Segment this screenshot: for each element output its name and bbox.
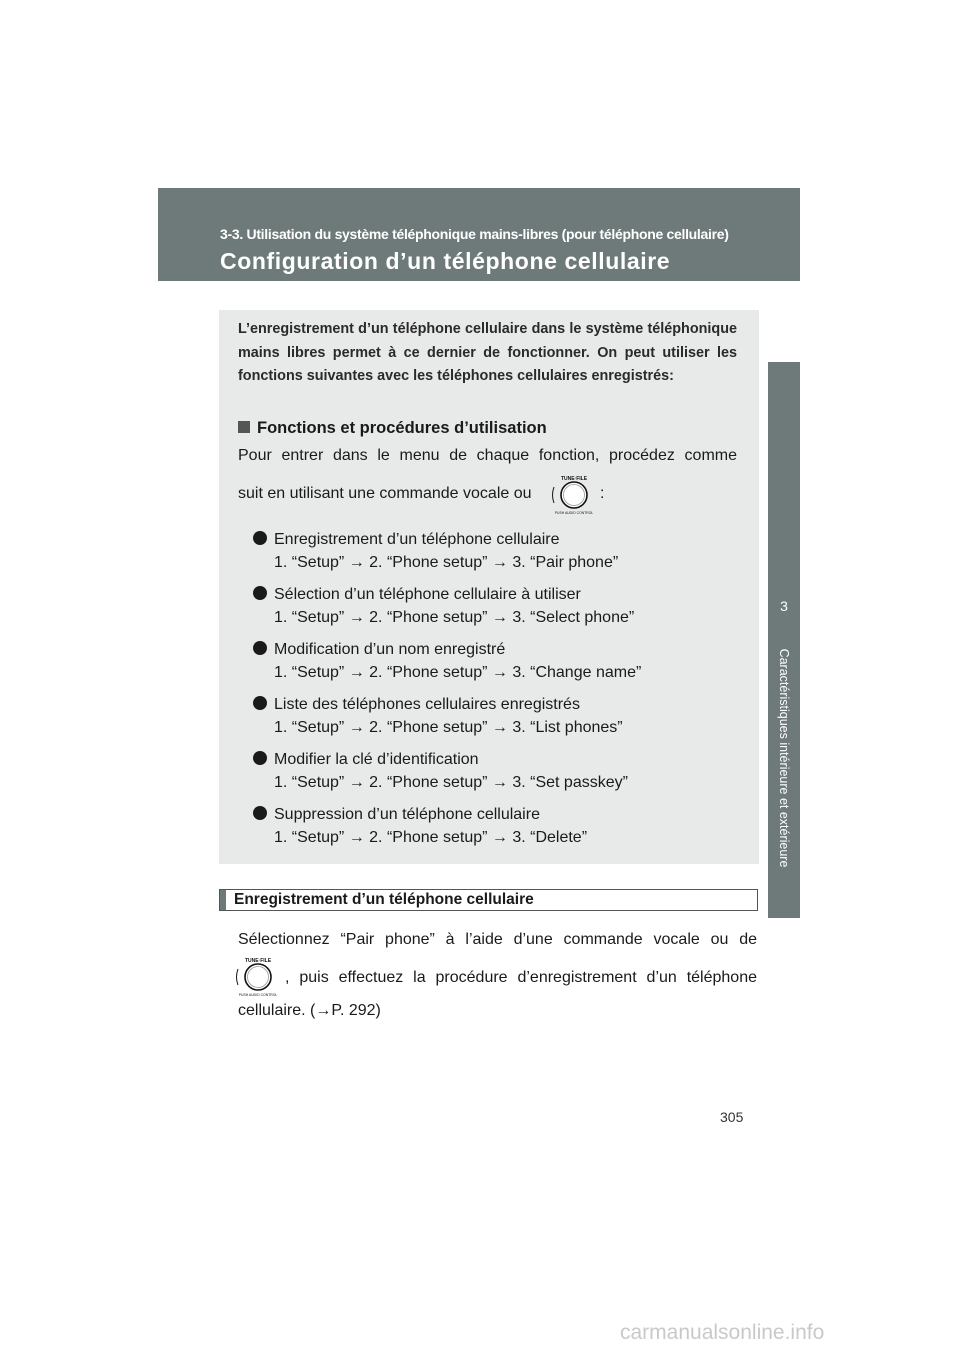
page-number: 305	[720, 1109, 744, 1125]
subheading	[238, 419, 547, 438]
bullet-dot-icon	[253, 751, 267, 765]
bullet-dot-icon	[253, 586, 267, 600]
list-item	[253, 803, 587, 849]
list-item	[253, 528, 618, 574]
list-item	[253, 638, 641, 684]
knob-bottom-label: PUSH AUDIO CONTROL	[238, 993, 278, 997]
item-steps: 1. “Setup” → 2. “Phone setup” → 3. “List phones”	[274, 719, 623, 736]
item-label: Modification d’un nom enregistré	[274, 641, 506, 658]
procedure-intro-text: suit en utilisant une commande vocale ou	[238, 485, 532, 502]
bullet-dot-icon	[253, 531, 267, 545]
list-item	[253, 693, 623, 739]
procedure-intro-colon: :	[600, 485, 605, 502]
list-item	[253, 583, 634, 629]
subheading-text: Fonctions et procédures d’utilisation	[257, 419, 547, 437]
list-item	[253, 748, 628, 794]
bullet-dot-icon	[253, 641, 267, 655]
item-label: Suppression d’un téléphone cellulaire	[274, 806, 540, 823]
item-steps: 1. “Setup” → 2. “Phone setup” → 3. “Pair phone”	[274, 554, 619, 571]
section-paragraph-line3: cellulaire. (→P. 292)	[238, 1002, 381, 1019]
item-steps: 1. “Setup” → 2. “Phone setup” → 3. “Set passkey”	[274, 774, 628, 791]
knob-top-label: TUNE·FILE	[244, 958, 272, 964]
item-steps: 1. “Setup” → 2. “Phone setup” → 3. “Select phone”	[274, 609, 635, 626]
section-paragraph-line2: , puis effectuez la procédure d’enregistrement d’un téléphone	[285, 969, 757, 986]
bullet-dot-icon	[253, 806, 267, 820]
item-label: Modifier la clé d’identification	[274, 751, 479, 768]
section-heading-bar	[219, 889, 758, 911]
chapter-header	[158, 188, 799, 281]
section-heading: Enregistrement d’un téléphone cellulaire	[234, 891, 534, 908]
chapter-number: 3	[780, 598, 788, 614]
intro-paragraph: L’enregistrement d’un téléphone cellulaire dans le système téléphonique mains libres permet à ce dernier de fonctionner. On peut utiliser les fonctions suivantes avec les téléphones cellulaires enregistrés:	[238, 321, 737, 384]
bullet-dot-icon	[253, 696, 267, 710]
chapter-title: Caractéristiques intérieure et extérieure	[777, 648, 791, 868]
item-label: Enregistrement d’un téléphone cellulaire	[274, 531, 560, 548]
section-breadcrumb: 3-3. Utilisation du système téléphonique mains-libres (pour téléphone cellulaire)	[220, 226, 729, 242]
sidebar-top-tab	[768, 188, 800, 281]
item-steps: 1. “Setup” → 2. “Phone setup” → 3. “Delete”	[274, 829, 588, 846]
watermark: carmanualsonline.info	[620, 1321, 825, 1344]
section-paragraph-line1: Sélectionnez “Pair phone” à l’aide d’une commande vocale ou de	[238, 931, 757, 948]
procedure-intro-line2	[238, 485, 532, 503]
item-steps: 1. “Setup” → 2. “Phone setup” → 3. “Change name”	[274, 664, 642, 681]
square-bullet-icon	[238, 421, 250, 433]
page-title: Configuration d’un téléphone cellulaire	[220, 248, 671, 274]
audio-knob-icon	[550, 474, 596, 516]
heading-marker	[220, 890, 226, 910]
audio-knob-icon	[234, 956, 280, 998]
item-label: Liste des téléphones cellulaires enregistrés	[274, 696, 580, 713]
procedure-intro-line1: Pour entrer dans le menu de chaque fonction, procédez comme	[238, 447, 737, 464]
knob-top-label: TUNE·FILE	[560, 476, 588, 482]
item-label: Sélection d’un téléphone cellulaire à utiliser	[274, 586, 581, 603]
knob-bottom-label: PUSH AUDIO CONTROL	[554, 511, 594, 515]
